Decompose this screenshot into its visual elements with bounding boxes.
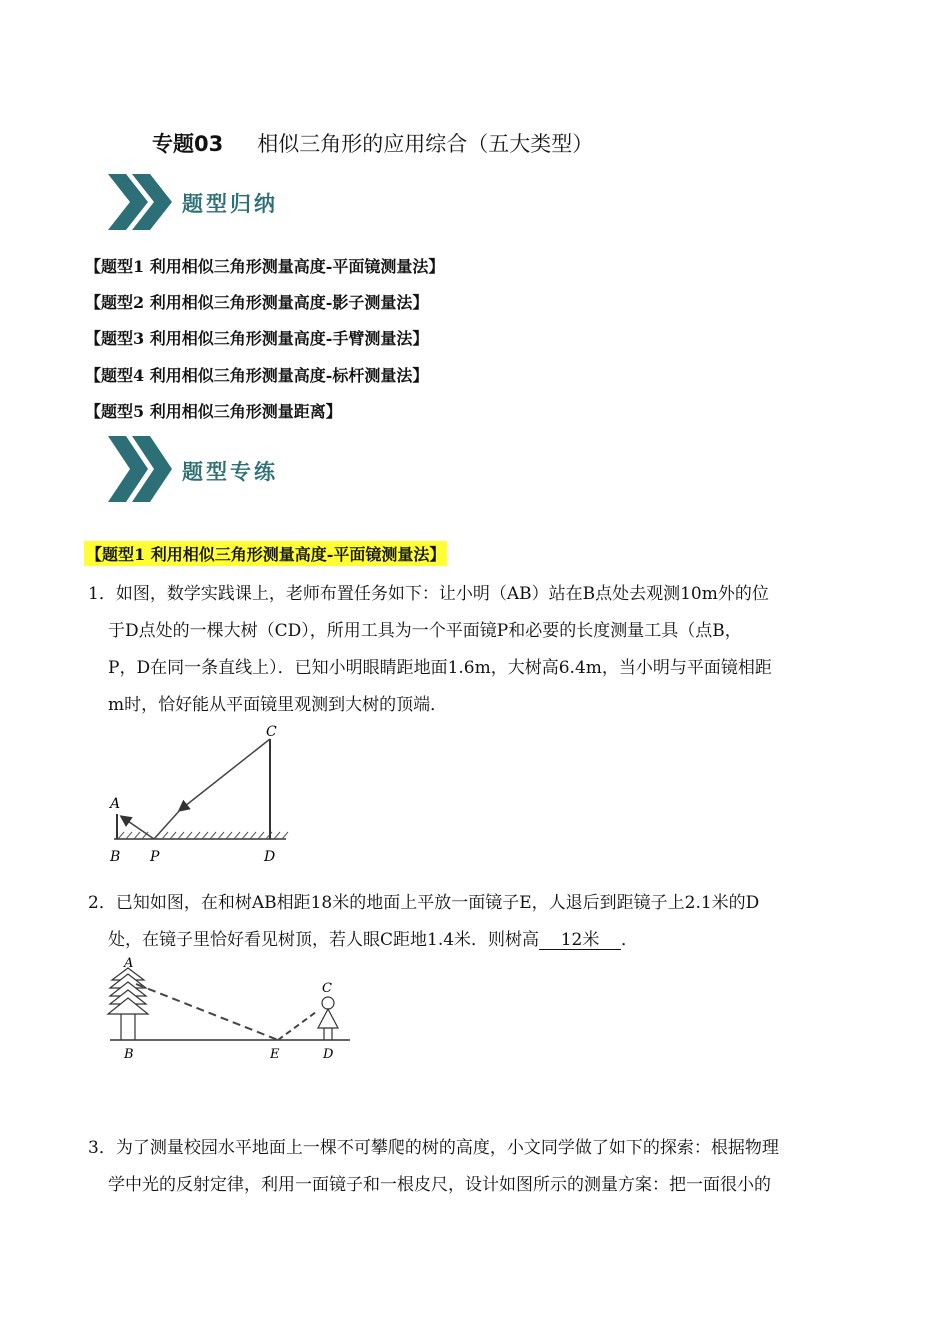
toc-item-4[interactable]: 【题型4 利用相似三角形测量高度-标杆测量法】 [85,366,429,385]
label-c: C [266,724,277,740]
figure-mirror-measure [100,720,300,870]
problem-3-line-1: 3．为了测量校园水平地面上一棵不可攀爬的树的高度，小文同学做了如下的探索：根据物理 [88,1138,779,1158]
toc-item-3[interactable]: 【题型3 利用相似三角形测量高度-手臂测量法】 [85,329,429,348]
label-b: B [110,849,121,865]
double-chevron-icon [104,432,176,506]
toc-item-5[interactable]: 【题型5 利用相似三角形测量距离】 [85,402,342,421]
toc-item-2[interactable]: 【题型2 利用相似三角形测量高度-影子测量法】 [85,293,429,312]
person-icon [318,997,338,1040]
problem-2-line-2 [108,925,638,950]
problem-2-line-1: 2．已知如图，在和树AB相距18米的地面上平放一面镜子E，人退后到距镜子上2.1米的D [88,893,760,913]
ground-hatching [118,832,288,839]
label-a: A [124,956,134,971]
banner-summary-label: 题型归纳 [182,192,278,216]
label-c: C [322,981,332,996]
ray-a-to-e [136,984,278,1040]
ray-c-to-p [180,739,270,810]
ray-e-to-c [278,1012,316,1040]
banner-practice [104,432,324,502]
tree-icon [108,968,148,1040]
problem-1-line-1: 1．如图，数学实践课上，老师布置任务如下：让小明（AB）站在B点处去观测10m外的位 [88,584,769,604]
ray-p-to-a [122,817,154,839]
label-d: D [323,1047,334,1062]
title-prefix: 专题03 [152,132,224,156]
ray-c-to-p-end [154,810,180,839]
title-main: 相似三角形的应用综合（五大类型） [257,132,594,156]
problem-3-line-2: 学中光的反射定律，利用一面镜子和一根皮尺，设计如图所示的测量方案：把一面很小的 [108,1175,771,1195]
answer-blank: 12米 [539,931,621,950]
label-a: A [110,796,121,812]
problem-1-line-2: 于D点处的一棵大树（CD），所用工具为一个平面镜P和必要的长度测量工具（点B， [108,621,742,641]
toc-item-1[interactable]: 【题型1 利用相似三角形测量高度-平面镜测量法】 [85,257,445,276]
figure-tree-mirror [100,950,360,1065]
problem-1-line-4: m时，恰好能从平面镜里观测到大树的顶端． [108,695,448,715]
label-e: E [270,1047,280,1062]
label-b: B [124,1047,134,1062]
problem-1-line-3: P，D在同一条直线上）．已知小明眼睛距地面1.6m，大树高6.4m，当小明与平面镜相距 [108,658,772,678]
label-p: P [150,849,160,865]
banner-summary [104,170,324,240]
problem-2-text: 处，在镜子里恰好看见树顶，若人眼C距地1.4米．则树高 [108,930,540,950]
problem-2-end: ． [621,930,639,950]
page-title [152,128,593,158]
label-d: D [264,849,276,865]
double-chevron-icon [104,170,176,234]
banner-practice-label: 题型专练 [182,460,278,484]
section-heading: 【题型1 利用相似三角形测量高度-平面镜测量法】 [84,541,447,566]
